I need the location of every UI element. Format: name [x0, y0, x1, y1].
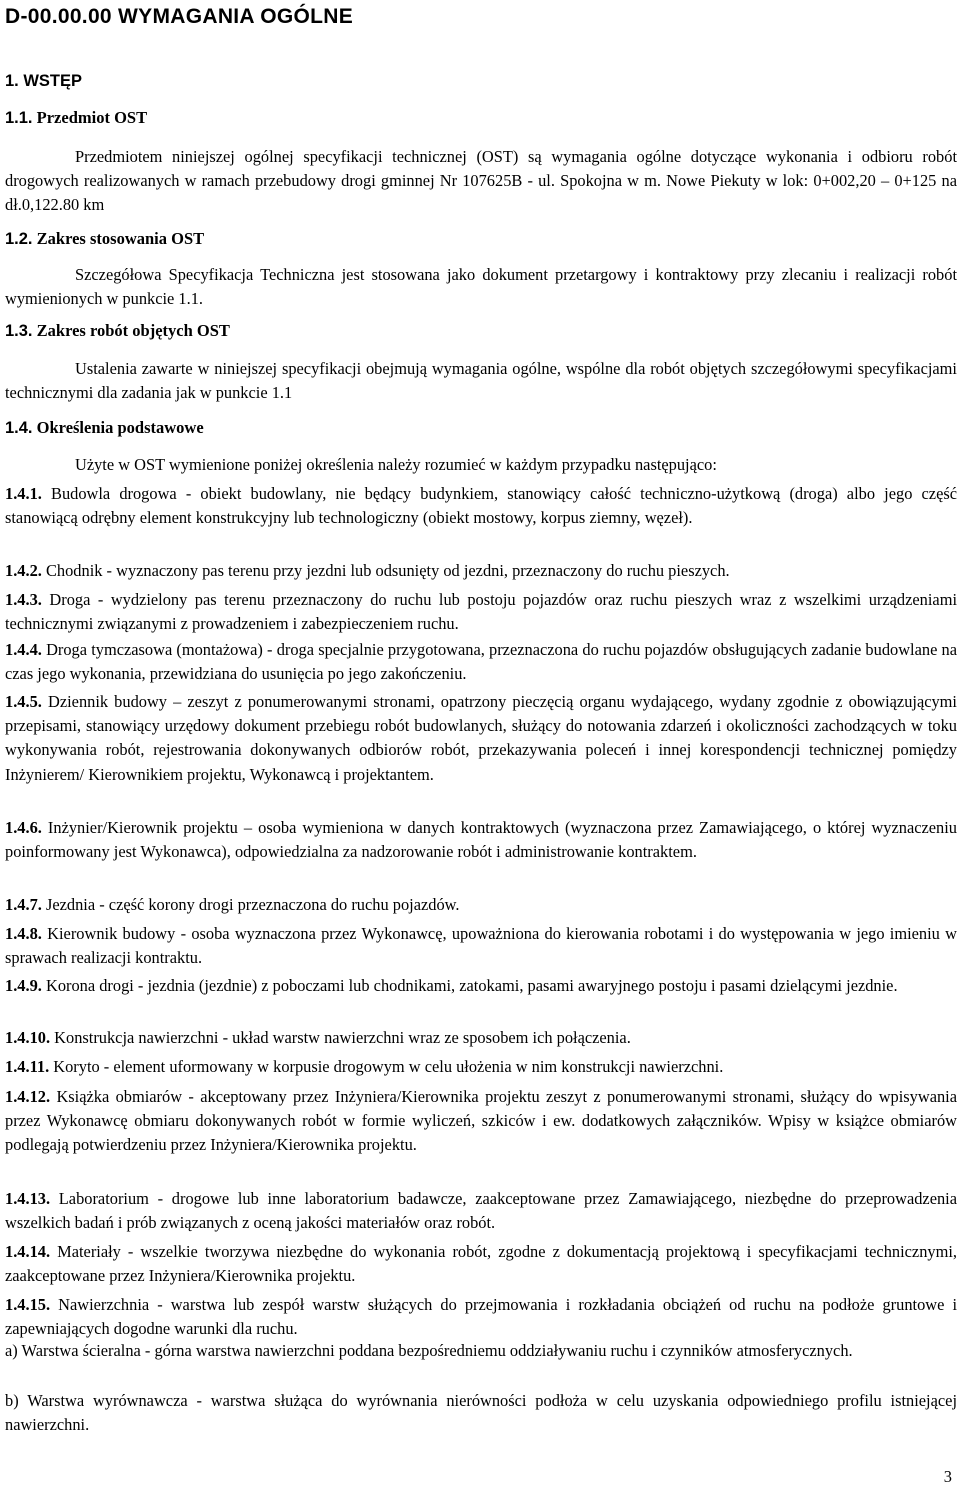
definition-text: Dziennik budowy – zeszyt z ponumerowanymi stronami, opatrzony pieczęcią organu wydającego, wydany zgodnie z obowiązującymi przepisami, stanowiący urzędowy dokument przebiegu robót budowlanych, służący do notowania zdarzeń i okoliczności zachodzących w toku wykonywania robót, rejestrowania dokonywanych odbiorów robót, przekazywania poleceń i innej korespondencji technicznej pomiędzy Inżynierem/ Kierownikiem projektu, Wykonawcą i projektantem. [5, 692, 957, 784]
section-title: Określenia podstawowe [36, 418, 204, 437]
section-heading-1-4 [5, 417, 204, 439]
section-title: Przedmiot OST [36, 108, 148, 127]
section-heading-1-2 [5, 228, 204, 250]
list-item: b) Warstwa wyrównawcza - warstwa służąca do wyrównania nierówności podłoża w celu uzyskania odpowiedniego profilu istniejącej nawierzchni. [5, 1391, 957, 1435]
section-title: Zakres stosowania OST [36, 229, 205, 248]
definition-item [5, 559, 957, 583]
definition-item [5, 1085, 957, 1158]
paragraph-zakres-robot: Ustalenia zawarte w niniejszej specyfikacji obejmują wymagania ogólne, wspólne dla robót objętych szczegółowymi specyfikacjami technicznymi dla zadania jak w punkcie 1.1 [5, 359, 957, 403]
definition-item [5, 588, 957, 636]
definition-item [5, 1026, 957, 1050]
definition-text: Droga - wydzielony pas terenu przeznaczony do ruchu lub postoju pojazdów oraz ruchu pieszych wraz z wszelkimi urządzeniami technicznymi związanymi z prowadzeniem i zabezpieczeniem ruchu. [5, 590, 957, 634]
section-heading-wstep: 1. WSTĘP [5, 72, 83, 90]
definition-number: 1.4.7. [5, 895, 42, 914]
definition-text: Jezdnia - część korony drogi przeznaczona do ruchu pojazdów. [41, 895, 460, 914]
definition-item [5, 1055, 957, 1079]
paragraph-przedmiot: Przedmiotem niniejszej ogólnej specyfikacji technicznej (OST) są wymagania ogólne dotyczące wykonania i odbioru robót drogowych realizowanych w ramach przebudowy drogi gminnej Nr 107625B - ul. Spokojna w m. Nowe Piekuty w lok: 0+002,20 – 0+125 na dł.0,122.80 km [5, 147, 957, 215]
definition-text: Korona drogi - jezdnia (jezdnie) z poboczami lub chodnikami, zatokami, pasami awaryjnego postoju i pasami dzielącymi jezdnie. [41, 976, 898, 995]
definition-item [5, 816, 957, 864]
definition-text: Budowla drogowa - obiekt budowlany, nie będący budynkiem, stanowiący całość techniczno-użytkową (droga) albo jego część stanowiącą odrębny element konstrukcyjny lub technologiczny (obiekt mostowy, korpus ziemny, węzeł). [5, 484, 957, 528]
definition-item [5, 690, 957, 787]
section-heading-1-1 [5, 107, 147, 129]
definition-text: Nawierzchnia - warstwa lub zespół warstw służących do przejmowania i rozkładania obciążeń od ruchu na podłoże gruntowe i zapewniających dogodne warunki dla ruchu. [5, 1295, 957, 1339]
paragraph-zakres-stosowania: Szczegółowa Specyfikacja Techniczna jest stosowana jako dokument przetargowy i kontraktowy przy zlecaniu i realizacji robót wymienionych w punkcie 1.1. [5, 265, 957, 309]
definition-text: Chodnik - wyznaczony pas terenu przy jezdni lub odsunięty od jezdni, przeznaczony do ruchu pieszych. [41, 561, 730, 580]
paragraph-okreslenia-intro: Użyte w OST wymienione poniżej określenia należy rozumieć w każdym przypadku następująco: [75, 455, 717, 474]
definition-text: Materiały - wszelkie tworzywa niezbędne do wykonania robót, zgodne z dokumentacją projektową i specyfikacjami technicznymi, zaakceptowane przez Inżyniera/Kierownika projektu. [5, 1242, 957, 1286]
definition-number: 1.4.4. [5, 640, 42, 659]
section-heading-1-3 [5, 320, 230, 342]
definition-text: Droga tymczasowa (montażowa) - droga specjalnie przygotowana, przeznaczona do ruchu pojazdów obsługujących zadanie budowlane na czas jego wykonania, przewidziana do usunięcia po jego zakończeniu. [5, 640, 957, 684]
page-number: 3 [943, 1467, 952, 1486]
section-number: 1.1. [5, 109, 33, 127]
section-title: Zakres robót objętych OST [36, 321, 230, 340]
definition-item [5, 1240, 957, 1288]
definition-number: 1.4.15. [5, 1295, 51, 1314]
definition-text: Koryto - element uformowany w korpusie drogowym w celu ułożenia w nim konstrukcji nawierzchni. [49, 1057, 724, 1076]
definition-number: 1.4.3. [5, 590, 42, 609]
definition-item [5, 1187, 957, 1235]
definition-text: Konstrukcja nawierzchni - układ warstw nawierzchni wraz ze sposobem ich połączenia. [50, 1028, 631, 1047]
definition-text: Laboratorium - drogowe lub inne laboratorium badawcze, zaakceptowane przez Zamawiającego, niezbędne do przeprowadzenia wszelkich badań i prób związanych z oceną jakości materiałów oraz robót. [5, 1189, 957, 1233]
definition-number: 1.4.2. [5, 561, 42, 580]
definition-item [5, 1293, 957, 1341]
definition-text: Inżynier/Kierownik projektu – osoba wymieniona w danych kontraktowych (wyznaczona przez Zamawiającego, o której wyznaczeniu poinformowany jest Wykonawca), odpowiedzialna za nadzorowanie robót i administrowanie kontraktem. [5, 818, 957, 862]
definition-number: 1.4.10. [5, 1028, 51, 1047]
definition-item [5, 482, 957, 530]
definition-number: 1.4.14. [5, 1242, 51, 1261]
definition-number: 1.4.8. [5, 924, 42, 943]
definition-number: 1.4.9. [5, 976, 42, 995]
definition-item [5, 974, 957, 998]
definition-text: Kierownik budowy - osoba wyznaczona przez Wykonawcę, upoważniona do kierowania robotami i do występowania w jego imieniu w sprawach realizacji kontraktu. [5, 924, 957, 968]
definition-number: 1.4.11. [5, 1057, 50, 1076]
definition-item [5, 922, 957, 970]
section-number: 1.2. [5, 230, 33, 248]
definition-text: Książka obmiarów - akceptowany przez Inżyniera/Kierownika projektu zeszyt z ponumerowanymi stronami, służący do wpisywania przez Wykonawcę obmiaru dokonywanych robót w formie wyliczeń, szkiców i ew. dodatkowych załączników. Wpisy w książce obmiarów podlegają potwierdzeniu przez Inżyniera/Kierownika projektu. [5, 1087, 957, 1155]
definition-number: 1.4.6. [5, 818, 42, 837]
definition-item [5, 638, 957, 686]
list-item: a) Warstwa ścieralna - górna warstwa nawierzchni poddana bezpośredniemu oddziaływaniu ruchu i czynników atmosferycznych. [5, 1341, 853, 1360]
definition-item [5, 893, 957, 917]
definition-number: 1.4.12. [5, 1087, 51, 1106]
section-number: 1.4. [5, 419, 33, 437]
definition-number: 1.4.5. [5, 692, 42, 711]
definition-number: 1.4.13. [5, 1189, 51, 1208]
section-number: 1.3. [5, 322, 33, 340]
definition-number: 1.4.1. [5, 484, 42, 503]
document-title: D-00.00.00 WYMAGANIA OGÓLNE [5, 5, 354, 28]
